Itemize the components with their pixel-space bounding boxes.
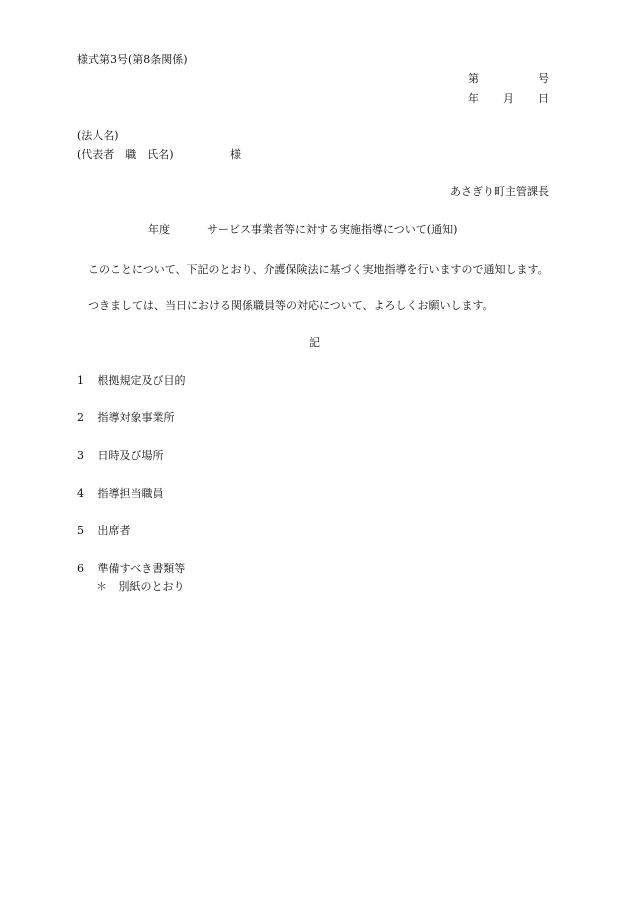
item-text: 日時及び場所 (97, 449, 164, 462)
item-number: 3 (77, 449, 84, 462)
title-fiscal-year: 年度 (148, 223, 170, 236)
recipient-representative: (代表者 職 氏名) (77, 148, 174, 161)
item-number: 4 (77, 487, 84, 500)
title-subject: サービス事業者等に対する実施指導について(通知) (207, 223, 458, 236)
item-text: 根拠規定及び目的 (97, 374, 186, 387)
list-item (77, 374, 186, 388)
item-text: 準備すべき書類等 (97, 562, 186, 575)
list-item (77, 562, 185, 576)
item-text: 指導対象事業所 (97, 411, 175, 424)
list-item (77, 449, 164, 463)
sub-item-text: 別紙のとおり (118, 580, 185, 593)
asterisk-mark: ＊ (96, 580, 107, 593)
item-text: 指導担当職員 (97, 487, 164, 500)
item-number: 2 (77, 411, 84, 424)
item-number: 1 (77, 374, 84, 387)
sender: あさぎり町主管課長 (450, 185, 549, 198)
ki-heading: 記 (309, 336, 320, 349)
recipient-honorific: 様 (230, 148, 241, 161)
body-paragraph-2: つきましては、当日における関係職員等の対応について、よろしくお願いします。 (77, 299, 494, 312)
list-item (77, 487, 164, 501)
date-month: 月 (503, 92, 514, 105)
date-year: 年 (468, 92, 479, 105)
recipient-corp-name: (法人名) (77, 129, 119, 142)
doc-number-prefix: 第 (468, 72, 479, 85)
item-number: 5 (77, 524, 84, 537)
item-number: 6 (77, 562, 84, 575)
item-text: 出席者 (97, 524, 131, 537)
doc-number-suffix: 号 (538, 72, 549, 85)
form-label: 様式第3号(第8条関係) (77, 53, 188, 66)
sub-item (96, 580, 185, 594)
date-day: 日 (538, 92, 549, 105)
body-paragraph-1: このことについて、下記のとおり、介護保険法に基づく実地指導を行いますので通知します。 (77, 263, 549, 276)
list-item (77, 411, 175, 425)
list-item (77, 524, 131, 538)
